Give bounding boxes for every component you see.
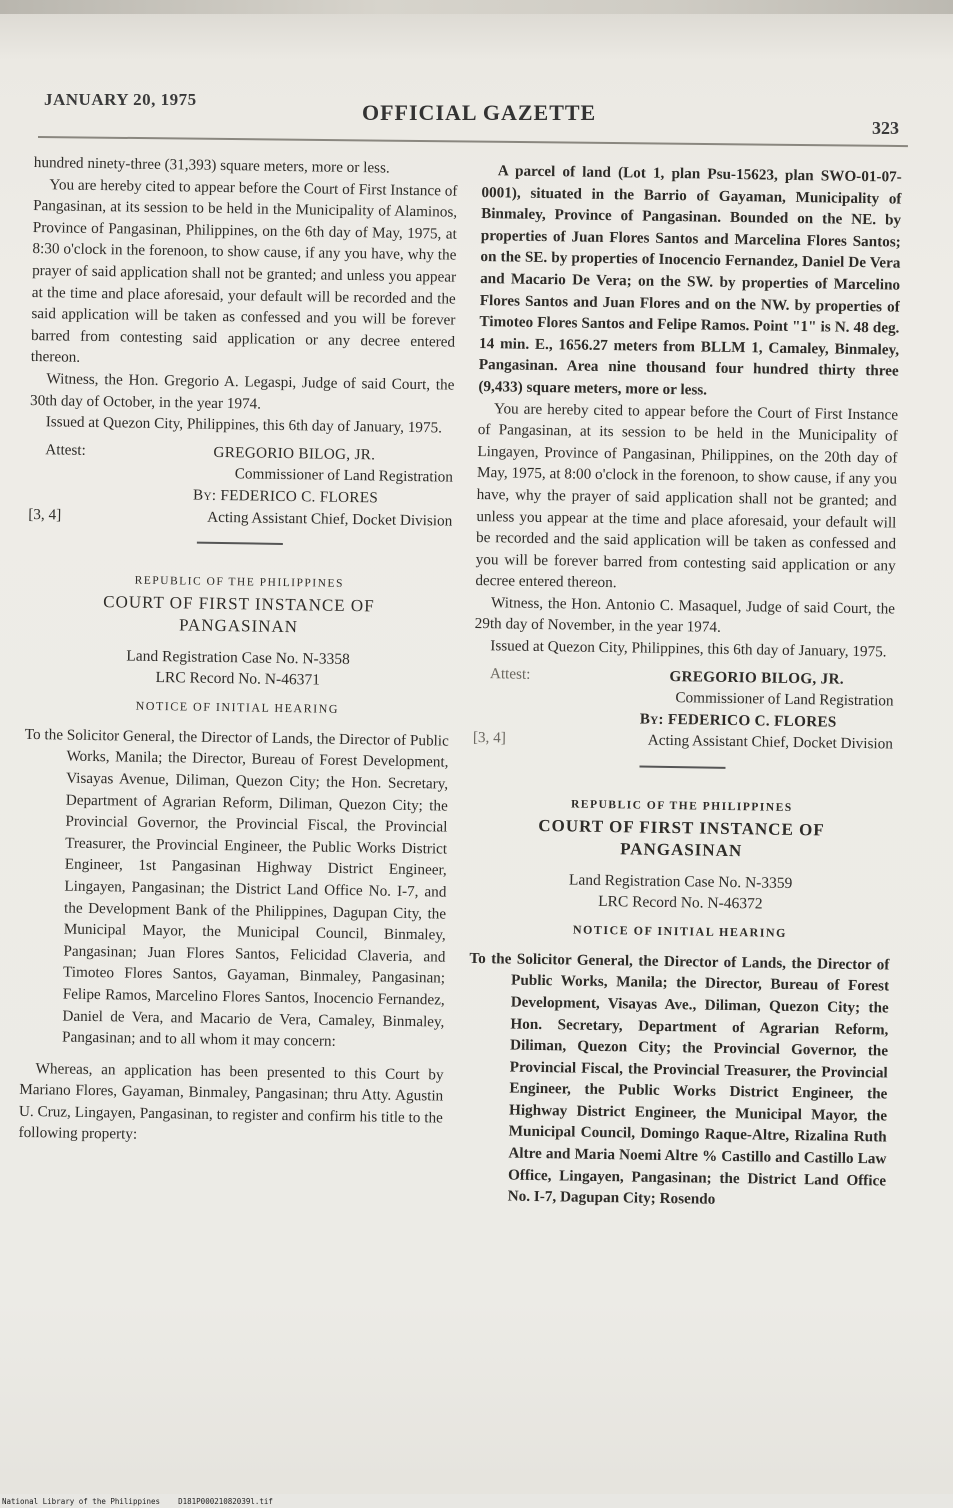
by-title: Acting Assistant Chief, Docket Division (647, 732, 894, 753)
record-number: LRC Record No. N-46371 (155, 669, 321, 689)
issue-date: JANUARY 20, 1975 (44, 90, 197, 109)
republic-line: REPUBLIC OF THE PHILIPPINES (570, 798, 793, 814)
scan-top-band (0, 0, 953, 14)
right-addressees-paragraph: To the Solicitor General, the Director of Lands, the Director of Public Works, Manila; the Director, Bureau of Forest Development, Visayas Ave., Diliman, Quezon City; the Hon. Secretary, Department of Agrarian Reform, Diliman, Quezon City; the Provincial Governor, the Provincial Fiscal, the Provincial Treasurer, the Provincial Engineer, the Public Works District Engineer, the Highway District Engineer, the Municipal Mayor, the Municipal Council, Domingo Raque-Altre, Rizalina Ruth Altre and Maria Noemi Altre % Castillo and Castillo Law Office, Lingayen, Pangasinan; the District Land Office No. I-7, Dagupan City; Rosendo (469, 949, 890, 1209)
court-name-line1: COURT OF FIRST INSTANCE OF (538, 816, 825, 840)
case-number: Land Registration Case No. N-3358 (126, 647, 350, 669)
by-line: By: FEDERICO C. FLORES (639, 710, 837, 731)
left-column (18, 152, 458, 1151)
signatory-name: GREGORIO BILOG, JR. (669, 667, 845, 688)
attest-label: Attest: (489, 664, 531, 683)
case-number: Land Registration Case No. N-3359 (568, 871, 793, 893)
court-name-line1: COURT OF FIRST INSTANCE OF (103, 592, 375, 616)
right-citation-paragraph: You are hereby cited to appear before the Court of First Instance of Pangasinan, at its session to be held in the Municipality of Lingayen, Province of Pangasinan, Philippines, on the 20th day of May, 1975, at 8:00 o'clock in the forenoon, to show cause, if any you have, why the prayer of said application shall not be granted; and unless you appear at the time and place aforesaid, your default will be recorded and the said application will be taken as confessed and you will be forever barred from contesting said application or any decree entered thereon. (475, 399, 899, 592)
left-whereas-paragraph: Whereas, an application has been presented to this Court by Mariano Flores, Gayaman, Binmaley, Pangasinan; thru Atty. Agustin U. Cruz, Lingayen, Pangasinan, to register and confirm his title to the following property: (18, 1059, 444, 1144)
left-issued-paragraph: Issued at Quezon City, Philippines, this 6th day of January, 1975. (45, 413, 443, 437)
record-number: LRC Record No. N-46372 (597, 893, 763, 913)
attest-label: Attest: (45, 440, 86, 459)
reference-mark: [3, 4] (472, 729, 506, 747)
notice-title: NOTICE OF INITIAL HEARING (572, 922, 788, 941)
republic-line: REPUBLIC OF THE PHILIPPINES (134, 574, 344, 590)
left-witness-paragraph: Witness, the Hon. Gregorio A. Legaspi, Judge of said Court, the 30th day of October, in the year 1974. (29, 370, 455, 413)
header-rule (38, 136, 908, 147)
right-signature-block (473, 663, 894, 756)
notice-title: NOTICE OF INITIAL HEARING (135, 698, 340, 717)
right-notice-header (470, 792, 892, 946)
section-divider (639, 766, 725, 769)
right-column (466, 160, 902, 1213)
right-property-paragraph: A parcel of land (Lot 1, plan Psu-15623, plan SWO-01-07-0001), situated in the Barrio of Gayaman, Municipality of Binmaley, Province of Pangasinan. Bounded on the NE. by properties of Juan Flores Santos and Marcelina Flores Santos; on the SE. by properties of Inocencio Fernandez, Daniel De Vera and Macario De Vera; on the SW. by properties of Marcelino Flores Santos and Juan Flores and on the NW. by properties of Timoteo Flores Santos and Felipe Ramos. Point "1" is N. 48 deg. 14 min. E., 1656.27 meters from BLLM 1, Camaley, Binmaley, Pangasinan. Area nine thousand four hundred thirty three (9,433) square meters, more or less. (478, 162, 902, 399)
court-name-line2: PANGASINAN (178, 615, 299, 637)
left-notice-header (25, 569, 451, 723)
left-signature-block (28, 439, 453, 532)
section-divider (197, 542, 283, 545)
left-addressees-paragraph: To the Solicitor General, the Director of Lands, the Director of Public Works, Manila; the Director, Bureau of Forest Development, Visayas Avenue, Diliman, Quezon City; the Hon. Secretary, Department of Agrarian Reform, Diliman, Quezon City; the Provincial Governor, the Provincial Fiscal, the Provincial Treasurer, the Provincial Engineer, the Public Works District Engineer, 1st Pangasinan Highway District Engineer, Lingayen, Pangasinan; the District Land Office No. I-7, and the Development Bank of the Philippines, Dagupan City, the Municipal Mayor, the Municipal Council, Binmaley, Pangasinan; Juan Flores Santos, Felicidad Claveria, and Timoteo Flores Santos, Gayaman, Binmaley, Pangasinan; Felipe Ramos, Marcelino Flores Santos, Inocencio Fernandez, Daniel de Vera, and Macario de Vera, Camaley, Binmaley, Pangasinan; and to all whom it may concern: (24, 725, 449, 1050)
left-continuation-paragraph: hundred ninety-three (31,393) square meters, more or less. (33, 153, 390, 177)
scan-footer: National Library of the Philippines D181P00021082039l.tif (2, 1497, 273, 1506)
by-line: By: FEDERICO C. FLORES (192, 486, 379, 507)
left-citation-paragraph: You are hereby cited to appear before the Court of First Instance of Pangasinan, at its session to be held in the Municipality of Alaminos, Province of Pangasinan, Philippines, on the 6th day of May, 1975, at 8:30 o'clock in the forenoon, to show cause, if any you have, why the prayer of said application shall not be granted; and unless you appear at the time and place aforesaid, your default will be recorded and the said application will be taken as confessed and you will be forever barred from contesting said application or any decree entered thereon. (30, 175, 458, 367)
court-name-line2: PANGASINAN (620, 839, 743, 861)
signatory-title: Commissioner of Land Registration (675, 689, 894, 710)
publication-title: OFFICIAL GAZETTE (362, 100, 597, 125)
right-issued-paragraph: Issued at Quezon City, Philippines, this 6th day of January, 1975. (490, 637, 887, 661)
signatory-title: Commissioner of Land Registration (234, 465, 454, 486)
reference-mark: [3, 4] (28, 505, 62, 523)
signatory-name: GREGORIO BILOG, JR. (213, 443, 376, 464)
right-witness-paragraph: Witness, the Hon. Antonio C. Masaquel, Judge of said Court, the 29th day of November, in the year 1974. (474, 594, 896, 637)
by-title: Acting Assistant Chief, Docket Division (207, 508, 453, 530)
page-number: 323 (872, 118, 899, 138)
